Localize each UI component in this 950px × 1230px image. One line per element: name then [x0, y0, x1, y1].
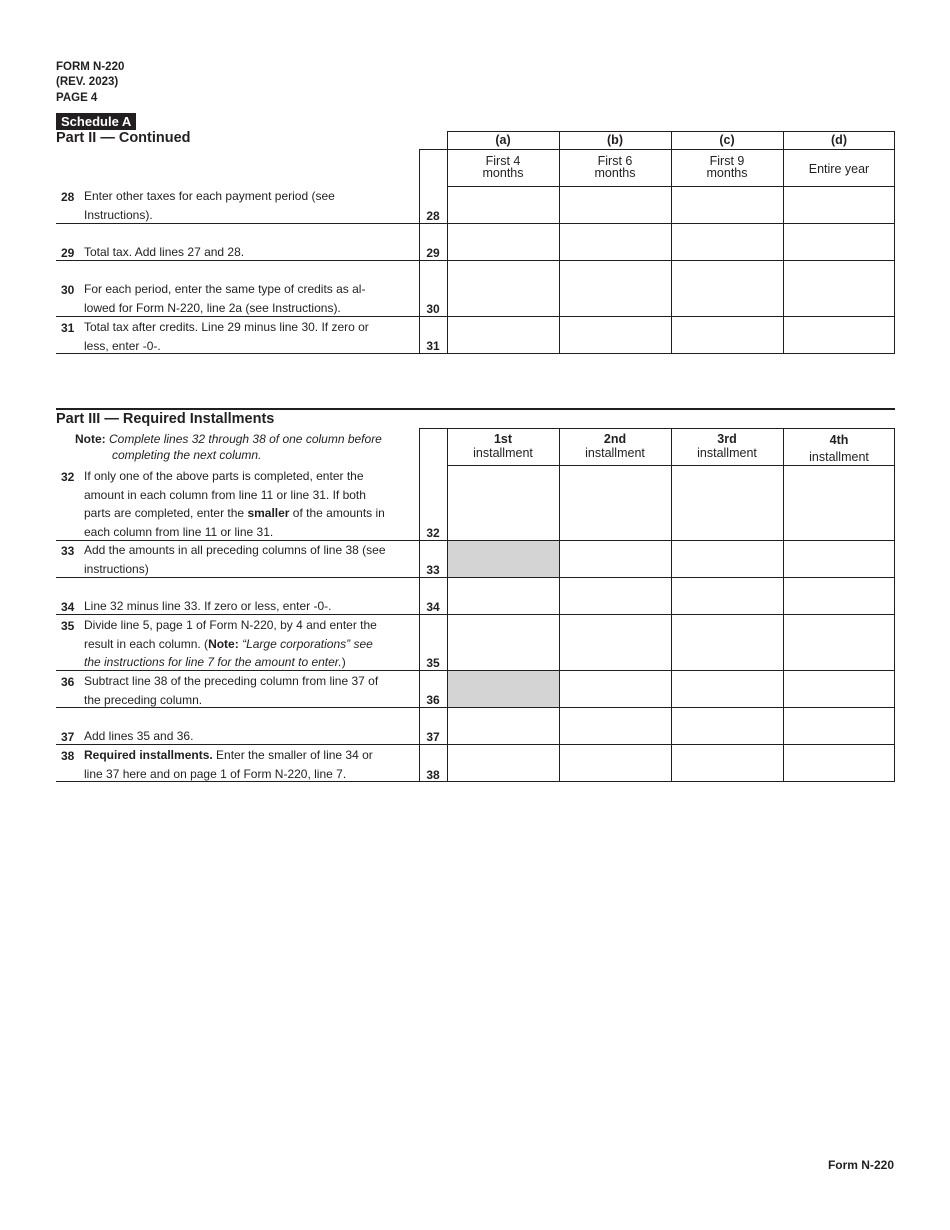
line-35-box: 35 — [426, 656, 440, 670]
input-line30-d[interactable] — [784, 261, 894, 316]
line-28-box: 28 — [426, 209, 440, 223]
input-line38-1st[interactable] — [448, 745, 559, 781]
line-36-number: 36 — [61, 675, 75, 689]
part3-note — [75, 431, 382, 447]
input-line31-d[interactable] — [784, 317, 894, 353]
col-b-label: (b) — [607, 133, 623, 147]
input-line29-b[interactable] — [560, 224, 671, 260]
line-37-box: 37 — [426, 730, 440, 744]
input-line31-a[interactable] — [448, 317, 559, 353]
line-38-text: Required installments. Enter the smaller of line 34 or line 37 here and on page 1 of Form N-220, line 7. — [84, 748, 373, 781]
input-line36-4th[interactable] — [784, 671, 894, 707]
line-38-number: 38 — [61, 749, 75, 763]
input-line28-d[interactable] — [784, 187, 894, 223]
line-32-text: If only one of the above parts is completed, enter the amount in each column from line 11 or line 31. If both parts are completed, enter the smaller of the amounts in each column from line 11 or line 31. — [84, 469, 385, 539]
line-29-box: 29 — [426, 246, 440, 260]
line-34-text: Line 32 minus line 33. If zero or less, enter -0-. — [84, 599, 332, 613]
input-line31-b[interactable] — [560, 317, 671, 353]
col-b-sub: First 6 months — [594, 154, 636, 180]
line-36-text: Subtract line 38 of the preceding column from line 37 of the preceding column. — [84, 674, 379, 707]
line-34-box: 34 — [426, 600, 440, 614]
line-36-box: 36 — [426, 693, 440, 707]
note-text-1: Complete lines 32 through 38 of one column before — [109, 432, 382, 446]
line-29-text: Total tax. Add lines 27 and 28. — [84, 245, 245, 259]
input-line30-b[interactable] — [560, 261, 671, 316]
input-line36-2nd[interactable] — [560, 671, 671, 707]
input-line29-c[interactable] — [672, 224, 783, 260]
input-line33-2nd[interactable] — [560, 541, 671, 577]
shaded-line33-1st — [448, 541, 559, 577]
schedule-label: Schedule A — [56, 113, 136, 130]
col-c-label: (c) — [719, 133, 735, 147]
line-38-box: 38 — [426, 768, 440, 782]
shaded-line36-1st — [448, 671, 559, 707]
input-line38-4th[interactable] — [784, 745, 894, 781]
col-2nd-header: 2nd installment — [585, 432, 645, 460]
line-32-box: 32 — [426, 526, 440, 540]
input-line35-3rd[interactable] — [672, 615, 783, 670]
col-d-label: (d) — [831, 133, 847, 147]
input-line28-a[interactable] — [448, 187, 559, 223]
part2-title: Part II — Continued — [56, 130, 191, 146]
input-line37-3rd[interactable] — [672, 708, 783, 744]
part3-title: Part III — Required Installments — [56, 411, 275, 427]
line-31-number: 31 — [61, 321, 75, 335]
input-line31-c[interactable] — [672, 317, 783, 353]
col-a-sub: First 4 months — [482, 154, 524, 180]
page-number: PAGE 4 — [56, 92, 98, 104]
col-a-label: (a) — [495, 133, 511, 147]
form-number: FORM N-220 — [56, 61, 125, 73]
input-line32-3rd[interactable] — [672, 466, 783, 540]
input-line32-4th[interactable] — [784, 466, 894, 540]
line-33-box: 33 — [426, 563, 440, 577]
input-line34-4th[interactable] — [784, 578, 894, 614]
input-line38-3rd[interactable] — [672, 745, 783, 781]
input-line28-c[interactable] — [672, 187, 783, 223]
input-line34-1st[interactable] — [448, 578, 559, 614]
input-line32-1st[interactable] — [448, 466, 559, 540]
line-37-text: Add lines 35 and 36. — [84, 729, 194, 743]
input-line37-4th[interactable] — [784, 708, 894, 744]
line-28-number: 28 — [61, 190, 75, 204]
line-31-box: 31 — [426, 339, 440, 353]
line-31-text: Total tax after credits. Line 29 minus line 30. If zero or less, enter -0-. — [84, 320, 369, 353]
input-line37-2nd[interactable] — [560, 708, 671, 744]
input-line30-a[interactable] — [448, 261, 559, 316]
line-30-number: 30 — [61, 283, 75, 297]
line-35-text: Divide line 5, page 1 of Form N-220, by 4 and enter the result in each column. (Note: “Large corporations” see the instructions for line 7 for the amount to enter.) — [84, 618, 377, 669]
col-c-sub: First 9 months — [706, 154, 748, 180]
input-line35-2nd[interactable] — [560, 615, 671, 670]
input-line36-3rd[interactable] — [672, 671, 783, 707]
input-line32-2nd[interactable] — [560, 466, 671, 540]
form-revision: (REV. 2023) — [56, 76, 119, 88]
input-line37-1st[interactable] — [448, 708, 559, 744]
input-line33-3rd[interactable] — [672, 541, 783, 577]
line-35-number: 35 — [61, 619, 75, 633]
note-label: Note: — [75, 432, 106, 446]
line-37-number: 37 — [61, 730, 75, 744]
input-line30-c[interactable] — [672, 261, 783, 316]
input-line35-4th[interactable] — [784, 615, 894, 670]
line-29-number: 29 — [61, 246, 75, 260]
input-line28-b[interactable] — [560, 187, 671, 223]
col-4th-header: 4th installment — [809, 433, 869, 464]
footer-form-number: Form N-220 — [827, 1158, 894, 1172]
line-34-number: 34 — [61, 600, 75, 614]
input-line34-3rd[interactable] — [672, 578, 783, 614]
input-line33-4th[interactable] — [784, 541, 894, 577]
input-line29-d[interactable] — [784, 224, 894, 260]
col-3rd-header: 3rd installment — [697, 432, 757, 460]
line-30-text: For each period, enter the same type of credits as al- lowed for Form N-220, line 2a (see Instructions). — [84, 282, 366, 315]
input-line29-a[interactable] — [448, 224, 559, 260]
input-line35-1st[interactable] — [448, 615, 559, 670]
line-33-number: 33 — [61, 544, 75, 558]
note-text-2: completing the next column. — [112, 448, 262, 462]
line-30-box: 30 — [426, 302, 440, 316]
col-d-sub: Entire year — [808, 162, 870, 176]
line-32-number: 32 — [61, 470, 75, 484]
input-line38-2nd[interactable] — [560, 745, 671, 781]
line-28-text: Enter other taxes for each payment period (see Instructions). — [84, 189, 335, 222]
line-33-text: Add the amounts in all preceding columns of line 38 (see instructions) — [84, 543, 386, 576]
col-1st-header: 1st installment — [473, 432, 533, 460]
input-line34-2nd[interactable] — [560, 578, 671, 614]
